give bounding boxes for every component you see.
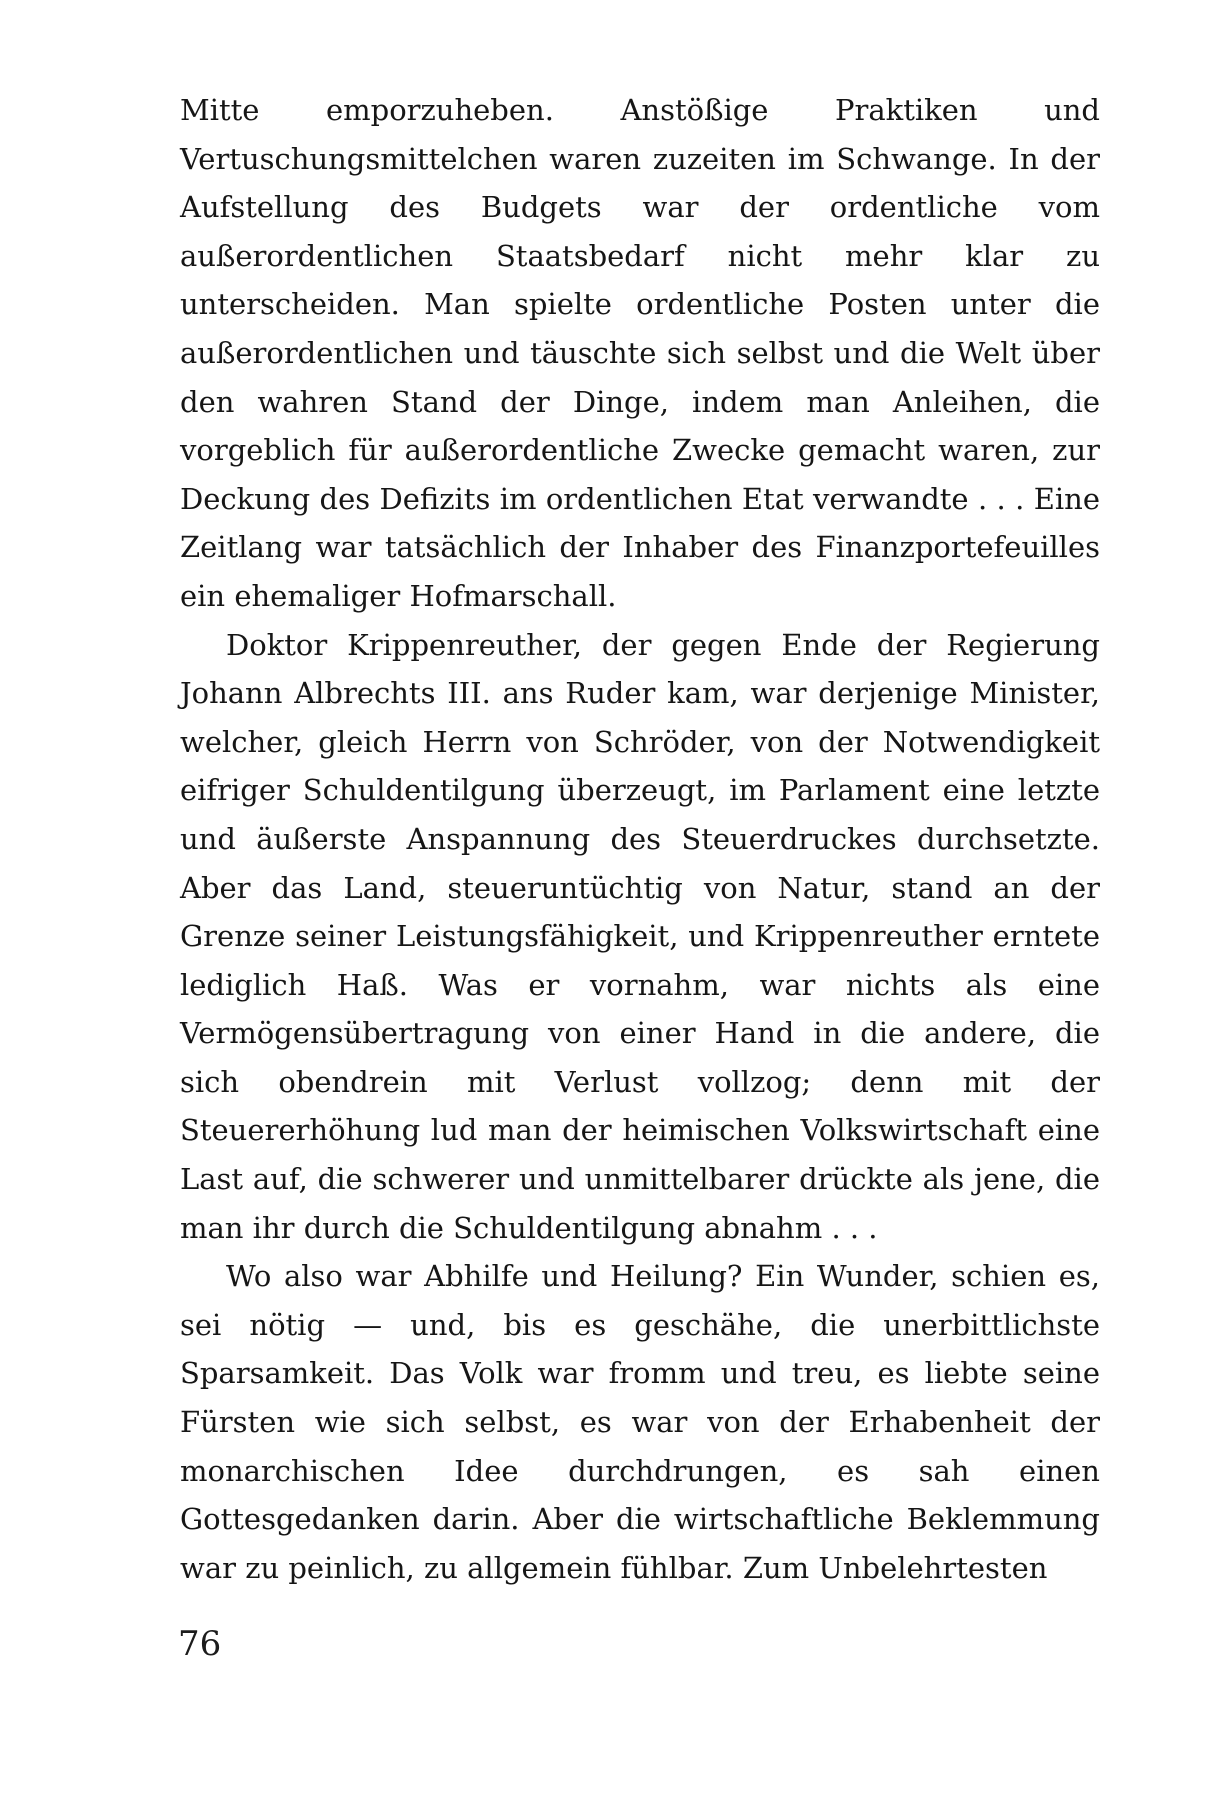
body-text — [180, 86, 1100, 1592]
paragraph-2: Doktor Krippenreuther, der gegen Ende der Regierung Johann Albrechts III. ans Ruder kam, war derjenige Minister, welcher, gleich Herrn von Schröder, von der Notwendigkeit eifriger Schuldentilgung überzeugt, im Parlament eine letzte und äußerste Anspannung des Steuerdruckes durchsetzte. Aber das Land, steueruntüchtig von Natur, stand an der Grenze seiner Leistungsfähigkeit, und Krippenreuther erntete lediglich Haß. Was er vornahm, war nichts als eine Vermögensübertragung von einer Hand in die andere, die sich obendrein mit Verlust vollzog; denn mit der Steuererhöhung lud man der heimischen Volkswirtschaft eine Last auf, die schwerer und unmittelbarer drückte als jene, die man ihr durch die Schuldentilgung abnahm . . . — [180, 627, 1100, 1245]
page-number: 76 — [178, 1624, 222, 1664]
paragraph-1: Mitte emporzuheben. Anstößige Praktiken und Vertuschungsmittelchen waren zuzeiten im Schwange. In der Aufstellung des Budgets war der ordentliche vom außerordentlichen Staatsbedarf nicht mehr klar zu unterscheiden. Man spielte ordentliche Posten unter die außerordentlichen und täuschte sich selbst und die Welt über den wahren Stand der Dinge, indem man Anleihen, die vorgeblich für außerordentliche Zwecke gemacht waren, zur Deckung des Defizits im ordentlichen Etat verwandte . . . Eine Zeitlang war tatsächlich der Inhaber des Finanzportefeuilles ein ehemaliger Hofmarschall. — [180, 93, 1100, 613]
paragraph-3: Wo also war Abhilfe und Heilung? Ein Wunder, schien es, sei nötig — und, bis es geschähe, die unerbittlichste Sparsamkeit. Das Volk war fromm und treu, es liebte seine Fürsten wie sich selbst, es war von der Erhabenheit der monarchischen Idee durchdrungen, es sah einen Gottesgedanken darin. Aber die wirtschaftliche Beklemmung war zu peinlich, zu allgemein fühlbar. Zum Unbelehrtesten — [180, 1259, 1100, 1585]
